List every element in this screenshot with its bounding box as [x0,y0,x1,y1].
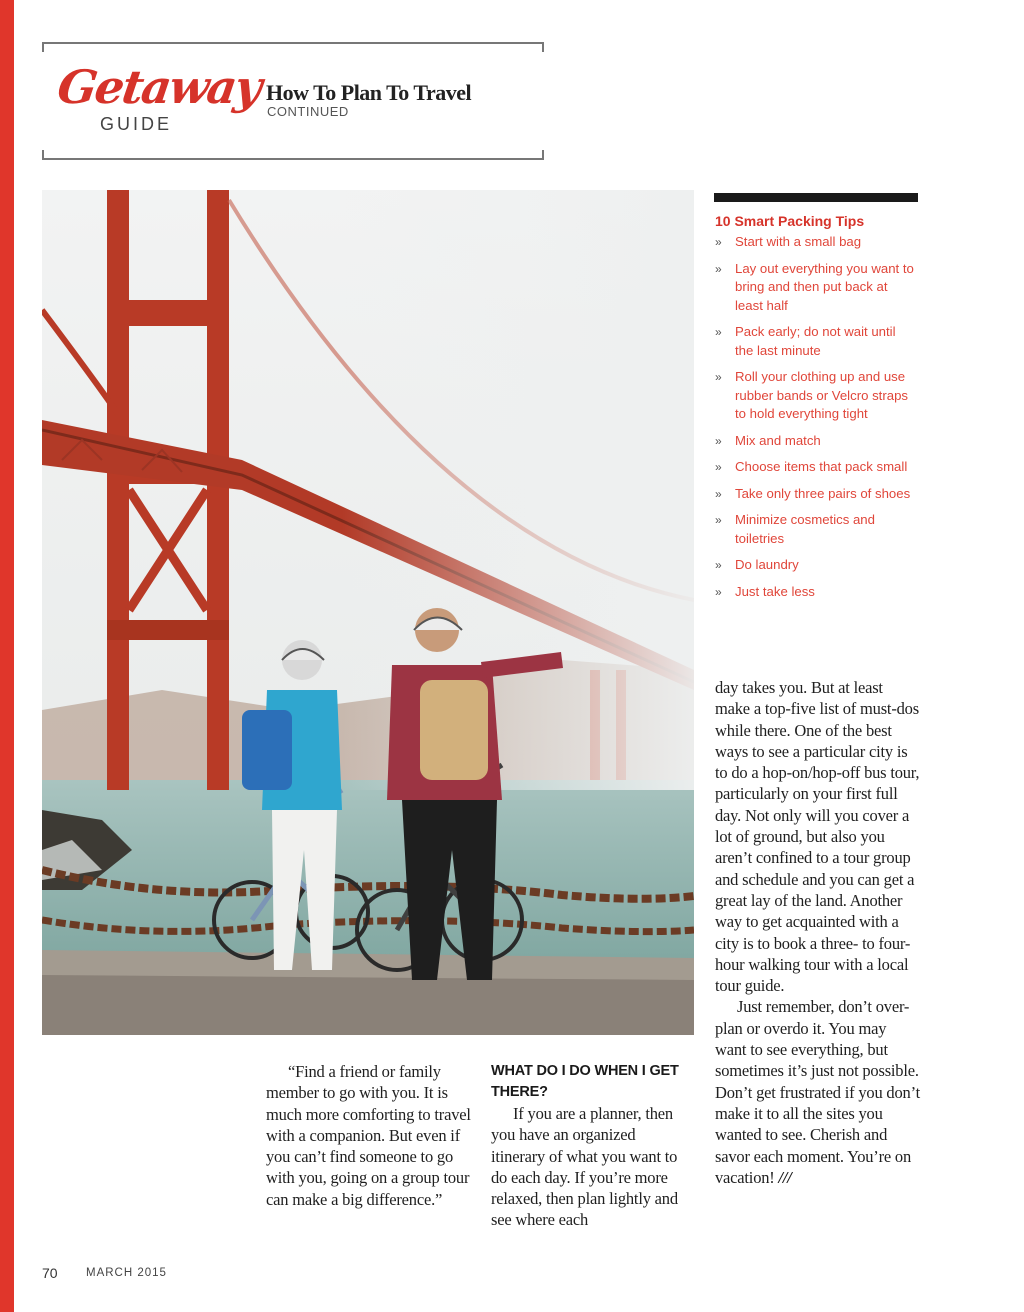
tip-text: Do laundry [735,557,799,572]
pull-quote-paragraph: “Find a friend or family member to go with you. It is much more comforting to travel with a companion. But even if you can’t find someone to go with you, going on a group tour can make a big difference.” [266,1062,471,1209]
list-item [715,368,915,424]
chevron-bullet-icon: » [715,235,722,249]
article-column-3 [715,677,920,1188]
chevron-bullet-icon: » [715,558,722,572]
list-item [715,458,915,477]
list-item [715,583,915,602]
tips-top-rule [714,193,918,202]
tips-heading: 10 Smart Packing Tips [715,213,865,229]
end-mark-icon: /// [778,1167,792,1187]
chevron-bullet-icon: » [715,460,722,474]
tip-text: Roll your clothing up and use rubber bands or Velcro straps to hold everything tight [735,369,908,421]
chevron-bullet-icon: » [715,513,722,527]
header-tick [42,42,44,52]
header-top-rule [42,42,544,44]
body-paragraph [715,996,920,1188]
section-subtitle: CONTINUED [267,104,349,119]
article-column-2 [491,1061,691,1231]
page-number: 70 [42,1265,58,1281]
body-paragraph: If you are a planner, then you have an organized itinerary of what you want to do each day. If you’re more relaxed, then plan lightly and see where each [491,1104,678,1230]
magazine-logo-script: Getaway [54,60,264,114]
tip-text: Start with a small bag [735,234,862,249]
tip-text: Lay out everything you want to bring and then put back at least half [735,260,914,313]
header-tick [542,42,544,52]
list-item [715,233,915,252]
packing-tips-list [715,233,915,609]
tip-text: Choose items that pack small [735,459,908,474]
tip-text: Mix and match [735,432,821,448]
header-bottom-rule [42,158,544,160]
list-item [715,432,915,451]
list-item [715,556,915,575]
list-item [715,323,915,360]
chevron-bullet-icon: » [715,486,722,501]
issue-date: MARCH 2015 [86,1267,167,1279]
chevron-bullet-icon: » [715,261,722,276]
tip-text: Just take less [735,583,815,599]
chevron-bullet-icon: » [715,433,722,448]
chevron-bullet-icon: » [715,325,722,339]
header-tick [542,150,544,160]
golden-gate-cyclists-photo [42,190,694,1035]
header-tick [42,150,44,160]
tip-text: Pack early; do not wait until the last minute [735,324,896,358]
tip-text: Take only three pairs of shoes [735,485,911,501]
section-title: How To Plan To Travel [266,80,472,105]
section-subhead: WHAT DO I DO WHEN I GET THERE? [491,1063,679,1100]
article-column-1 [266,1061,471,1210]
chevron-bullet-icon: » [715,370,722,384]
magazine-logo-guide: GUIDE [100,114,173,134]
list-item [715,511,915,548]
closing-text: Just remember, don’t over-plan or overdo it. You may want to see everything, but sometimes it’s just not possible. Don’t get frustrated if you don’t make it to all the sites you wanted to see. Cherish and savor each moment. You’re on vacation! [715,997,920,1187]
tip-text: Minimize cosmetics and toiletries [735,512,875,546]
accent-edge-bar [0,0,14,1312]
list-item [715,260,915,316]
body-paragraph: day takes you. But at least make a top-five list of must-dos while there. One of the best ways to see a particular city is to do a hop-on/hop-off bus tour, particularly on your first full day. Not only will you cover a lot of ground, but also you aren’t confined to a tour group and schedule and you can get a great lay of the land. Another way to get acquainted with a city is to book a three- to four-hour walking tour with a local tour guide. [715,678,920,996]
list-item [715,485,915,504]
chevron-bullet-icon: » [715,584,722,599]
